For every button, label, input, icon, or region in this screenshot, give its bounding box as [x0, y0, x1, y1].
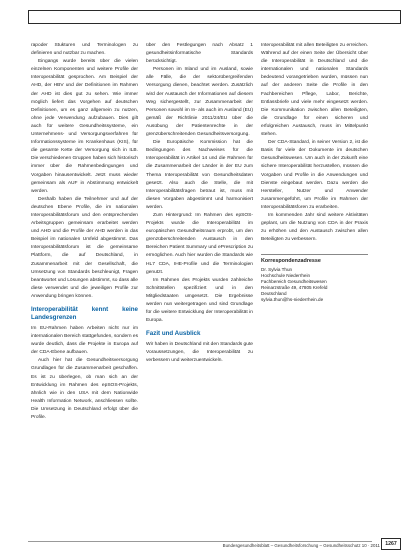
- paragraph: Im kommenden Jahr sind weitere Aktivitäten geplant, um die Nutzung von CDA in der Praxis zu erhöhen und den Austausch zwischen allen Beteiligten zu verbessern.: [261, 212, 368, 243]
- text-column-1: [31, 42, 138, 532]
- header-frame: [28, 10, 401, 24]
- paragraph: Im Rahmen des Projekts wurden zahlreiche Schnittstellen spezifiziert und in den Mitgliedstaaten umgesetzt. Die Ergebnisse werden nun weitergetragen und sind Grundlage für die weitere Entwicklung der Interoperabilität in Europa.: [146, 277, 253, 324]
- email-link[interactable]: sylvia.thun@hs-niederrhein.de: [261, 297, 324, 303]
- paragraph: Personen im Inland und im Ausland, sowie alle Fälle, die der sektorübergreifenden Versorgung dienen, beachtet werden. Zusätzlich wird der Austausch der Informationen auf diesem Weg sichergestellt, zur Zusammenarbeit der Personen sowohl im In- als auch im Ausland (EU) gemäß der Richtlinie 2011/24/EU über die Ausübung der Patientenrechte in der grenzüberschreitenden Gesundheitsversorgung.: [146, 67, 253, 138]
- correspondence-title: Korrespondenzadresse: [261, 258, 321, 265]
- section-heading: Interoperabilität kennt keine Landesgrenzen: [31, 306, 138, 321]
- author-name: Dr. Sylvia Thun: [261, 267, 293, 273]
- text-column-2: [146, 42, 253, 532]
- paragraph: Die Europäische Kommission hat die Bedingungen des Nachweises für die Interoperabilität in Artikel 14 und die Rahmen für die Zusammenarbeit der Länder in der EU zum Thema Interoperabilität von Gesundheitsdaten gesetzt. Also auch die Stelle, die mit Interoperabilitätsfragen betraut ist, muss mit diesen Vorgaben abgestimmt und harmonisiert werden.: [146, 140, 253, 210]
- address-line: Fachbereich Gesundheitswesen: [261, 279, 327, 285]
- page-number: 1267: [381, 538, 401, 550]
- correspondence-box: [261, 254, 368, 303]
- paragraph: Im EU-Rahmen haben Arbeiten nicht nur im internationalen Bereich stattgefunden, sondern es wurde deutlich, dass die Projekte in Europa auf der CDA-Ebene aufbauen.: [31, 326, 138, 356]
- text-column-3: [261, 42, 368, 532]
- section-heading: Fazit und Ausblick: [146, 330, 201, 338]
- address-line: Hochschule Niederrhein: [261, 273, 311, 279]
- address-line: Deutschland: [261, 291, 287, 297]
- paragraph: rapoder Stukturen und Terminologen zu definieren und nutzbar zu machen.: [31, 43, 138, 57]
- journal-footer: Bundesgesundheitsblatt – Gesundheitsforschung – Gesundheitsschutz 10 · 2011: [222, 543, 380, 548]
- address-line: Reinarzstraße 49, 47805 Krefeld: [261, 285, 328, 291]
- paragraph: Eingangs wurde bereits über die vielen einzelnen Komponenten und weitere Profile der Interoperabilität gesprochen. Am Beispiel der AHD, der HBV und der Definitionen im Rahmen der AHD ist dies gut zu sehen. Wie immer möglich liefert das Vorgehen auf deutschen Definitionen, um es ganz allgemein zu nutzen, ohne jede Verwendung aufzubauen. Dies gilt auch für weitere Gesundheitssysteme, ein Unternehmens- und Versorgungsverfahren für Informationssysteme im Krankenhaus (KIS), für die gesamte Kette der Versorgung sich in ILB. Die verschiedenen Gruppen haben sich historisch immer über die Rahmenbedingungen und Vorgaben hinausentwickelt. Jetzt muss wieder gemeinsam als AUF in Abstimmung entwickelt werden.: [31, 59, 138, 194]
- paragraph: Zum Hintergrund: Im Rahmen des epSOS-Projekts wurde die Interoperabilität im europäischen Gesundheitsraum erprobt, um den grenzüberschreitenden Austausch in den Bereichen Patient Summary und ePrescription zu ermöglichen. Auch hier wurden die Standards wie HL7 CDA, IHE-Profile und die Terminologien genutzt.: [146, 212, 253, 275]
- footer-rule: [28, 541, 372, 542]
- paragraph: Auch hier hat die Gesundheitsversorgung Grundlagen für die Zusammenarbeit geschaffen. Es ist zu überlegen, ob man sich an der Entwicklung im Rahmen des epSOS-Projekts, ähnlich wie in den USA mit dem Nationwide Health Information Network, anschliessen sollte. Die Umsetzung in Deutschland erfolgt über die Profile.: [31, 358, 138, 421]
- paragraph: über den Festlegungen nach Absatz 1 gesundheitsinformatische Standards berücksichtigt.: [146, 43, 253, 65]
- paragraph: Der CDA-Standard, in seiner Version 2, ist die Basis für viele der Dokumente im deutschen Gesundheitswesen. Um auch in der Zukunft eine sichere Interoperabilität herzustellen, müssen die Vorgaben und Profile in die Anwendungen und Dienste eingebaut werden. Dazu werden die Hersteller, Nutzer und Anwender zusammengeführt, um Profile im Rahmen der Interoperabilitätsforen zu erarbeiten.: [261, 140, 368, 210]
- paragraph: Deshalb haben die Teilnehmer und auf der deutschen Ebene Profile, die im nationalen Interoperabilitätsforum und den entsprechenden Arbeitsgruppen gemeinsam erarbeitet werden und AHD und die Profile der AHD werden in das Beispiel im nationalen Umfeld abgestimmt. Das Interoperabilitätsforum ist die gemeinsame Plattform, die auf Deutschland, in Zusammenarbeit mit der Gesellschaft, die Umsetzung von Standards beschleunigt, Fragen beantwortet und Lösungen abstimmt, so dass alle diese verwendet und die jeweiligen Profile zur Anwendung bringen können.: [31, 196, 138, 299]
- paragraph: Interoperabilität mit allen Beteiligten zu erreichen. Während auf der einen Seite der Übersicht über die Interoperabilität in Deutschland und die internationalen und nationalen Standards bedeutend vorangetrieben wurden, müssen nun auf der anderen Seite die Profile in den Fachbereichen Pflege, Labor, Berichte, Entlassbriefe und viele mehr eingesetzt werden. Die Kommunikation zwischen allen Beteiligten, die Grundlage für einen sicheren und erfolgreichen Austausch, muss im Mittelpunkt stehen.: [261, 43, 368, 138]
- paragraph: Wir haben in Deutschland mit den Standards gute Voraussetzungen, die Interoperabilität zu verbessern und weiterzuentwickeln.: [146, 342, 253, 364]
